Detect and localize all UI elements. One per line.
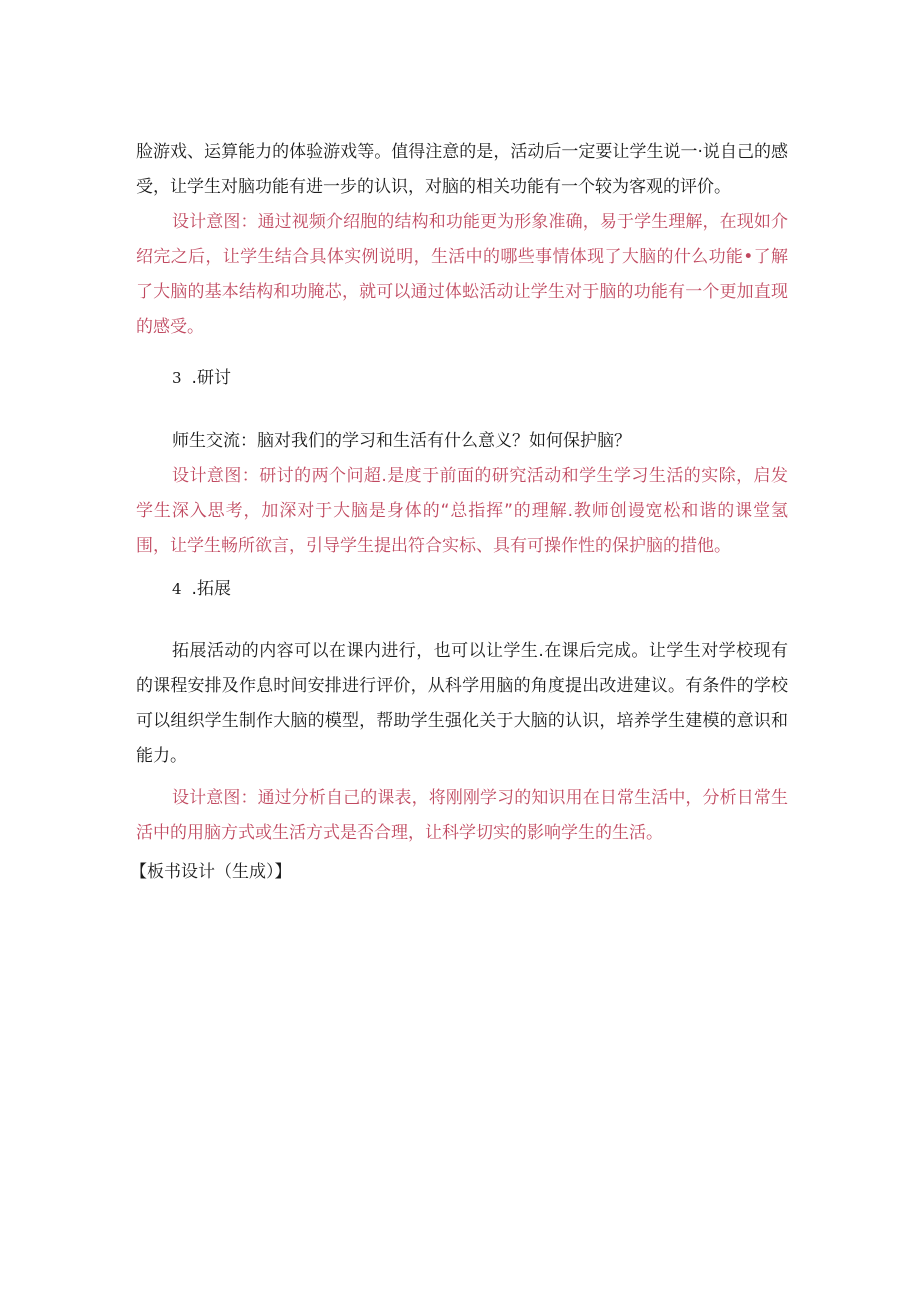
section-number: 4 bbox=[172, 580, 182, 598]
intro-paragraph: 脸游戏、运算能力的体验游戏等。值得注意的是，活动后一定要让学生说一·说自己的感受，让学生对脑功能有进一步的认识，对脑的相关功能有一个较为客观的评价。 bbox=[136, 142, 788, 197]
section-title: .拓展 bbox=[191, 579, 231, 599]
section-heading-3 bbox=[172, 366, 231, 390]
section-heading-4 bbox=[172, 577, 231, 601]
design-intent-paragraph-2: 设计意图：研讨的两个问超.是度于前面的研究活动和学生学习生活的实除，启发学生深入思考，加深对于大脑是身体的“总指挥”的理解.教师创谩宽松和谐的课堂氢围，让学生畅所欲言，引导学生提出符合实标、具有可操作性的保护脑的措他。 bbox=[136, 466, 788, 556]
board-design-heading: 【板书设计（生成）】 bbox=[130, 862, 292, 882]
discussion-paragraph: 师生交流：脑对我们的学习和生活有什么意义？如何保护脑？ bbox=[172, 431, 631, 451]
design-intent-paragraph-3: 设计意图：通过分析自己的课表，将刚刚学习的知识用在日常生活中，分析日常生活中的用脑方式或生活方式是否合理，让科学切实的影响学生的生活。 bbox=[136, 788, 788, 843]
section-number: 3 bbox=[172, 369, 182, 387]
extension-paragraph: 拓展活动的内容可以在课内进行，也可以让学生.在课后完成。让学生对学校现有的课程安排及作息时间安排进行评价，从科学用脑的角度提出改进建议。有条件的学校可以组织学生制作大脑的模型，帮助学生强化关于大脑的认识，培养学生建模的意识和能力。 bbox=[136, 641, 788, 766]
design-intent-paragraph-1: 设计意图：通过视频介绍胞的结构和功能更为形象准确，易于学生理解，在现如介绍完之后，让学生结合具体实例说明，生活中的哪些事情体现了大脑的什么功能•了解了大脑的基本结构和功腌芯，就可以通过体蚣活动让学生对于脑的功能有一个更加直现的感受。 bbox=[136, 212, 788, 337]
section-title: .研讨 bbox=[191, 368, 231, 388]
